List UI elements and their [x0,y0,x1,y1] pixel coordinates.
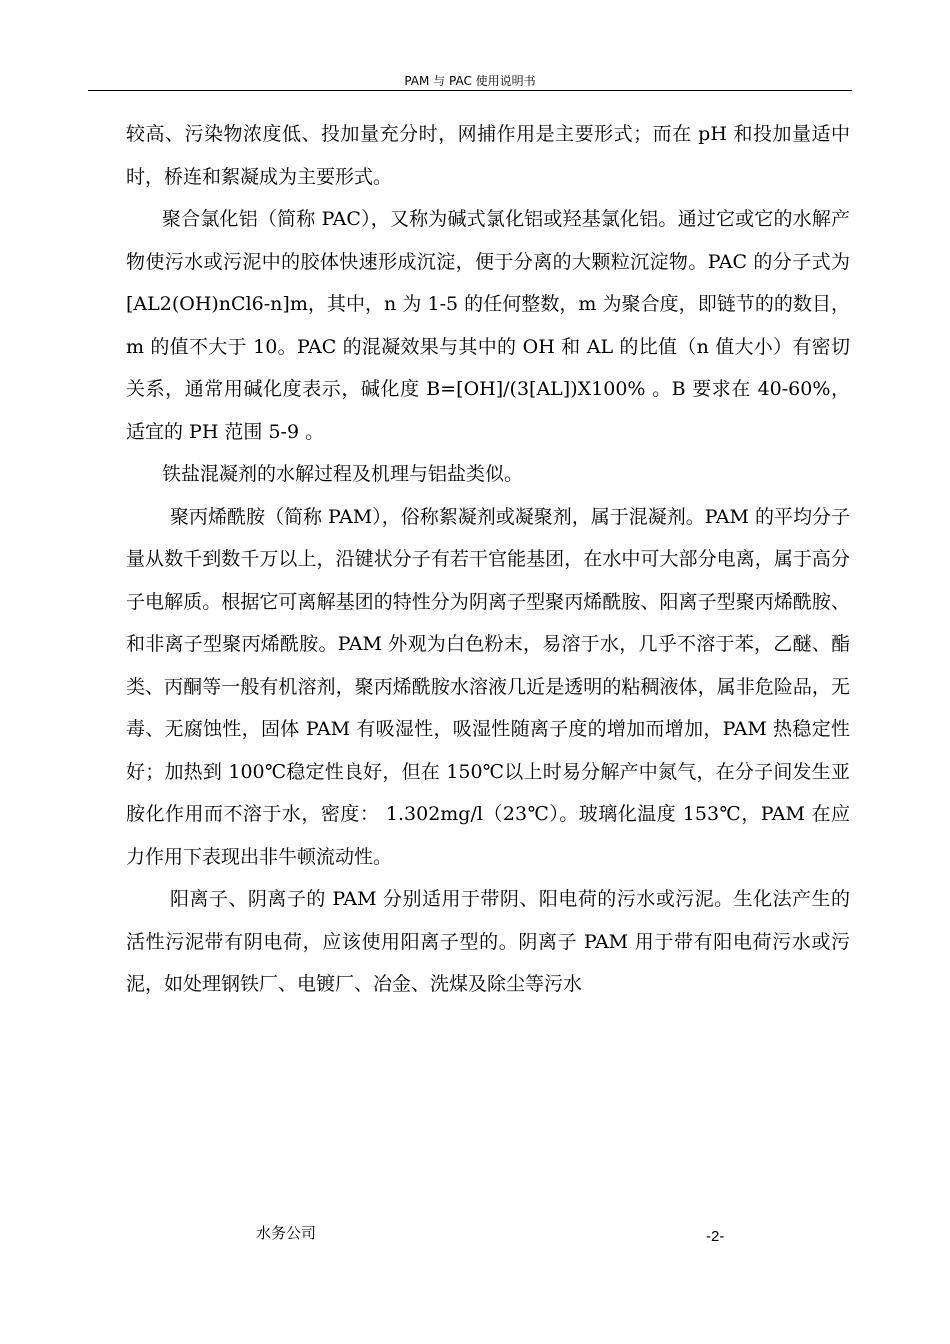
paragraph-pac: 聚合氯化铝（简称 PAC），又称为碱式氯化铝或羟基氯化铝。通过它或它的水解产物使污水或污泥中的胶体快速形成沉淀，便于分离的大颗粒沉淀物。PAC 的分子式为[AL2(OH)nCl6-n]m，其中，n 为 1-5 的任何整数，m 为聚合度，即链节的的数目，m 的值不大于 10。PAC 的混凝效果与其中的 OH 和 AL 的比值（n 值大小）有密切关系，通常用碱化度表示，碱化度 B=[OH]/(3[AL])X100% 。B 要求在 40-60%，适宜的 PH 范围 5-9 。 [126,208,850,443]
paragraph-iron-salt: 铁盐混凝剂的水解过程及机理与铝盐类似。 [162,463,524,485]
header-rule [88,90,852,91]
footer-company: 水务公司 [256,1224,317,1242]
page-header-title: PAM 与 PAC 使用说明书 [404,74,536,88]
body-text [126,113,850,1006]
footer-page-number: -2- [706,1228,725,1245]
paragraph-pam-types: 阳离子、阴离子的 PAM 分别适用于带阴、阳电荷的污水或污泥。生化法产生的活性污泥带有阴电荷，应该使用阳离子型的。阴离子 PAM 用于带有阳电荷污水或污泥，如处理钢铁厂、电镀厂、冶金、洗煤及除尘等污水 [126,888,850,995]
paragraph-pam: 聚丙烯酰胺（简称 PAM），俗称絮凝剂或凝聚剂，属于混凝剂。PAM 的平均分子量从数千到数千万以上，沿键状分子有若干官能基团，在水中可大部分电离，属于高分子电解质。根据它可离解基团的特性分为阴离子型聚丙烯酰胺、阳离子型聚丙烯酰胺、和非离子型聚丙烯酰胺。PAM 外观为白色粉末，易溶于水，几乎不溶于苯，乙醚、酯类、丙酮等一般有机溶剂，聚丙烯酰胺水溶液几近是透明的粘稠液体，属非危险品，无毒、无腐蚀性，固体 PAM 有吸湿性，吸湿性随离子度的增加而增加，PAM 热稳定性好；加热到 100℃稳定性良好，但在 150℃以上时易分解产中氮气，在分子间发生亚胺化作用而不溶于水，密度： 1.302mg/l（23℃）。玻璃化温度 153℃，PAM 在应力作用下表现出非牛顿流动性。 [126,505,851,868]
paragraph-capture-conclusion: 较高、污染物浓度低、投加量充分时，网捕作用是主要形式；而在 pH 和投加量适中时，桥连和絮凝成为主要形式。 [126,123,850,188]
